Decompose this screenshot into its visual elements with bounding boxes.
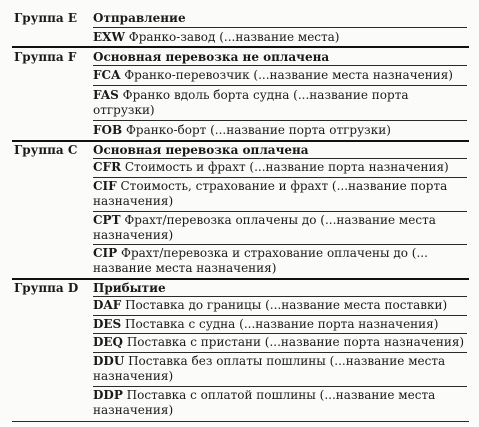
term-description: отгрузки) bbox=[93, 103, 155, 117]
term-description: Фрахт/перевозка и страхование оплачены до (... bbox=[117, 246, 428, 260]
term-description: назначения) bbox=[93, 228, 174, 242]
term-cfr bbox=[93, 159, 449, 176]
term-cip-continued bbox=[93, 260, 276, 277]
term-description: назначения) bbox=[93, 403, 174, 417]
group-category: Основная перевозка оплачена bbox=[93, 143, 309, 157]
term-description: Фрахт/перевозка оплачены до (...название места bbox=[120, 213, 436, 227]
term-description: Поставка с судна (...название порта назначения) bbox=[121, 317, 439, 331]
term-code: DES bbox=[93, 317, 122, 331]
term-code: DAF bbox=[93, 298, 122, 312]
term-cpt-continued bbox=[93, 227, 173, 244]
term-code: EXW bbox=[93, 30, 125, 44]
term-description: название места назначения) bbox=[93, 261, 277, 275]
term-fca bbox=[93, 67, 453, 84]
term-description: Франко вдоль борта судна (...название порта bbox=[118, 88, 409, 102]
group-label: Группа E bbox=[14, 11, 78, 25]
term-des bbox=[93, 316, 438, 333]
group-category: Прибытие bbox=[93, 281, 166, 295]
term-code: CPT bbox=[93, 213, 121, 227]
term-description: назначения) bbox=[93, 369, 174, 383]
term-description: Поставка без оплаты пошлины (...название места bbox=[124, 354, 446, 368]
term-code: CFR bbox=[93, 160, 122, 174]
term-cif-continued bbox=[93, 193, 173, 210]
term-description: Франко-завод (...название места) bbox=[124, 30, 340, 44]
term-description: Франко-перевозчик (...название места назначения) bbox=[120, 68, 453, 82]
term-description: Стоимость, страхование и фрахт (...название порта bbox=[116, 179, 448, 193]
group-divider bbox=[12, 278, 469, 280]
divider bbox=[93, 85, 467, 86]
term-code: DEQ bbox=[93, 335, 124, 349]
term-description: Франко-борт (...название порта отгрузки) bbox=[122, 123, 391, 137]
term-description: назначения) bbox=[93, 194, 174, 208]
group-label: Группа F bbox=[14, 50, 77, 64]
term-code: CIF bbox=[93, 179, 117, 193]
group-divider bbox=[12, 46, 469, 48]
group-category: Основная перевозка не оплачена bbox=[93, 50, 330, 64]
term-code: FCA bbox=[93, 68, 121, 82]
term-daf bbox=[93, 297, 447, 314]
term-ddu-continued bbox=[93, 368, 173, 385]
term-description: Поставка с пристани (...название порта назначения) bbox=[123, 335, 465, 349]
term-exw bbox=[93, 29, 339, 46]
term-code: FAS bbox=[93, 88, 119, 102]
term-fas-continued bbox=[93, 102, 155, 119]
table-bottom-rule bbox=[12, 421, 469, 422]
term-description: Стоимость и фрахт (...название порта назначения) bbox=[121, 160, 449, 174]
term-code: FOB bbox=[93, 123, 123, 137]
term-code: CIP bbox=[93, 246, 118, 260]
group-category: Отправление bbox=[93, 11, 186, 25]
group-label: Группа C bbox=[14, 143, 78, 157]
divider bbox=[93, 27, 467, 28]
term-deq bbox=[93, 334, 464, 351]
term-ddp-continued bbox=[93, 402, 173, 419]
divider bbox=[93, 120, 467, 121]
term-code: DDP bbox=[93, 388, 123, 402]
term-code: DDU bbox=[93, 354, 125, 368]
term-description: Поставка с оплатой пошлины (...название места bbox=[122, 388, 436, 402]
term-fob bbox=[93, 122, 391, 139]
divider bbox=[93, 65, 467, 66]
group-label: Группа D bbox=[14, 281, 79, 295]
term-description: Поставка до границы (...название места поставки) bbox=[121, 298, 448, 312]
